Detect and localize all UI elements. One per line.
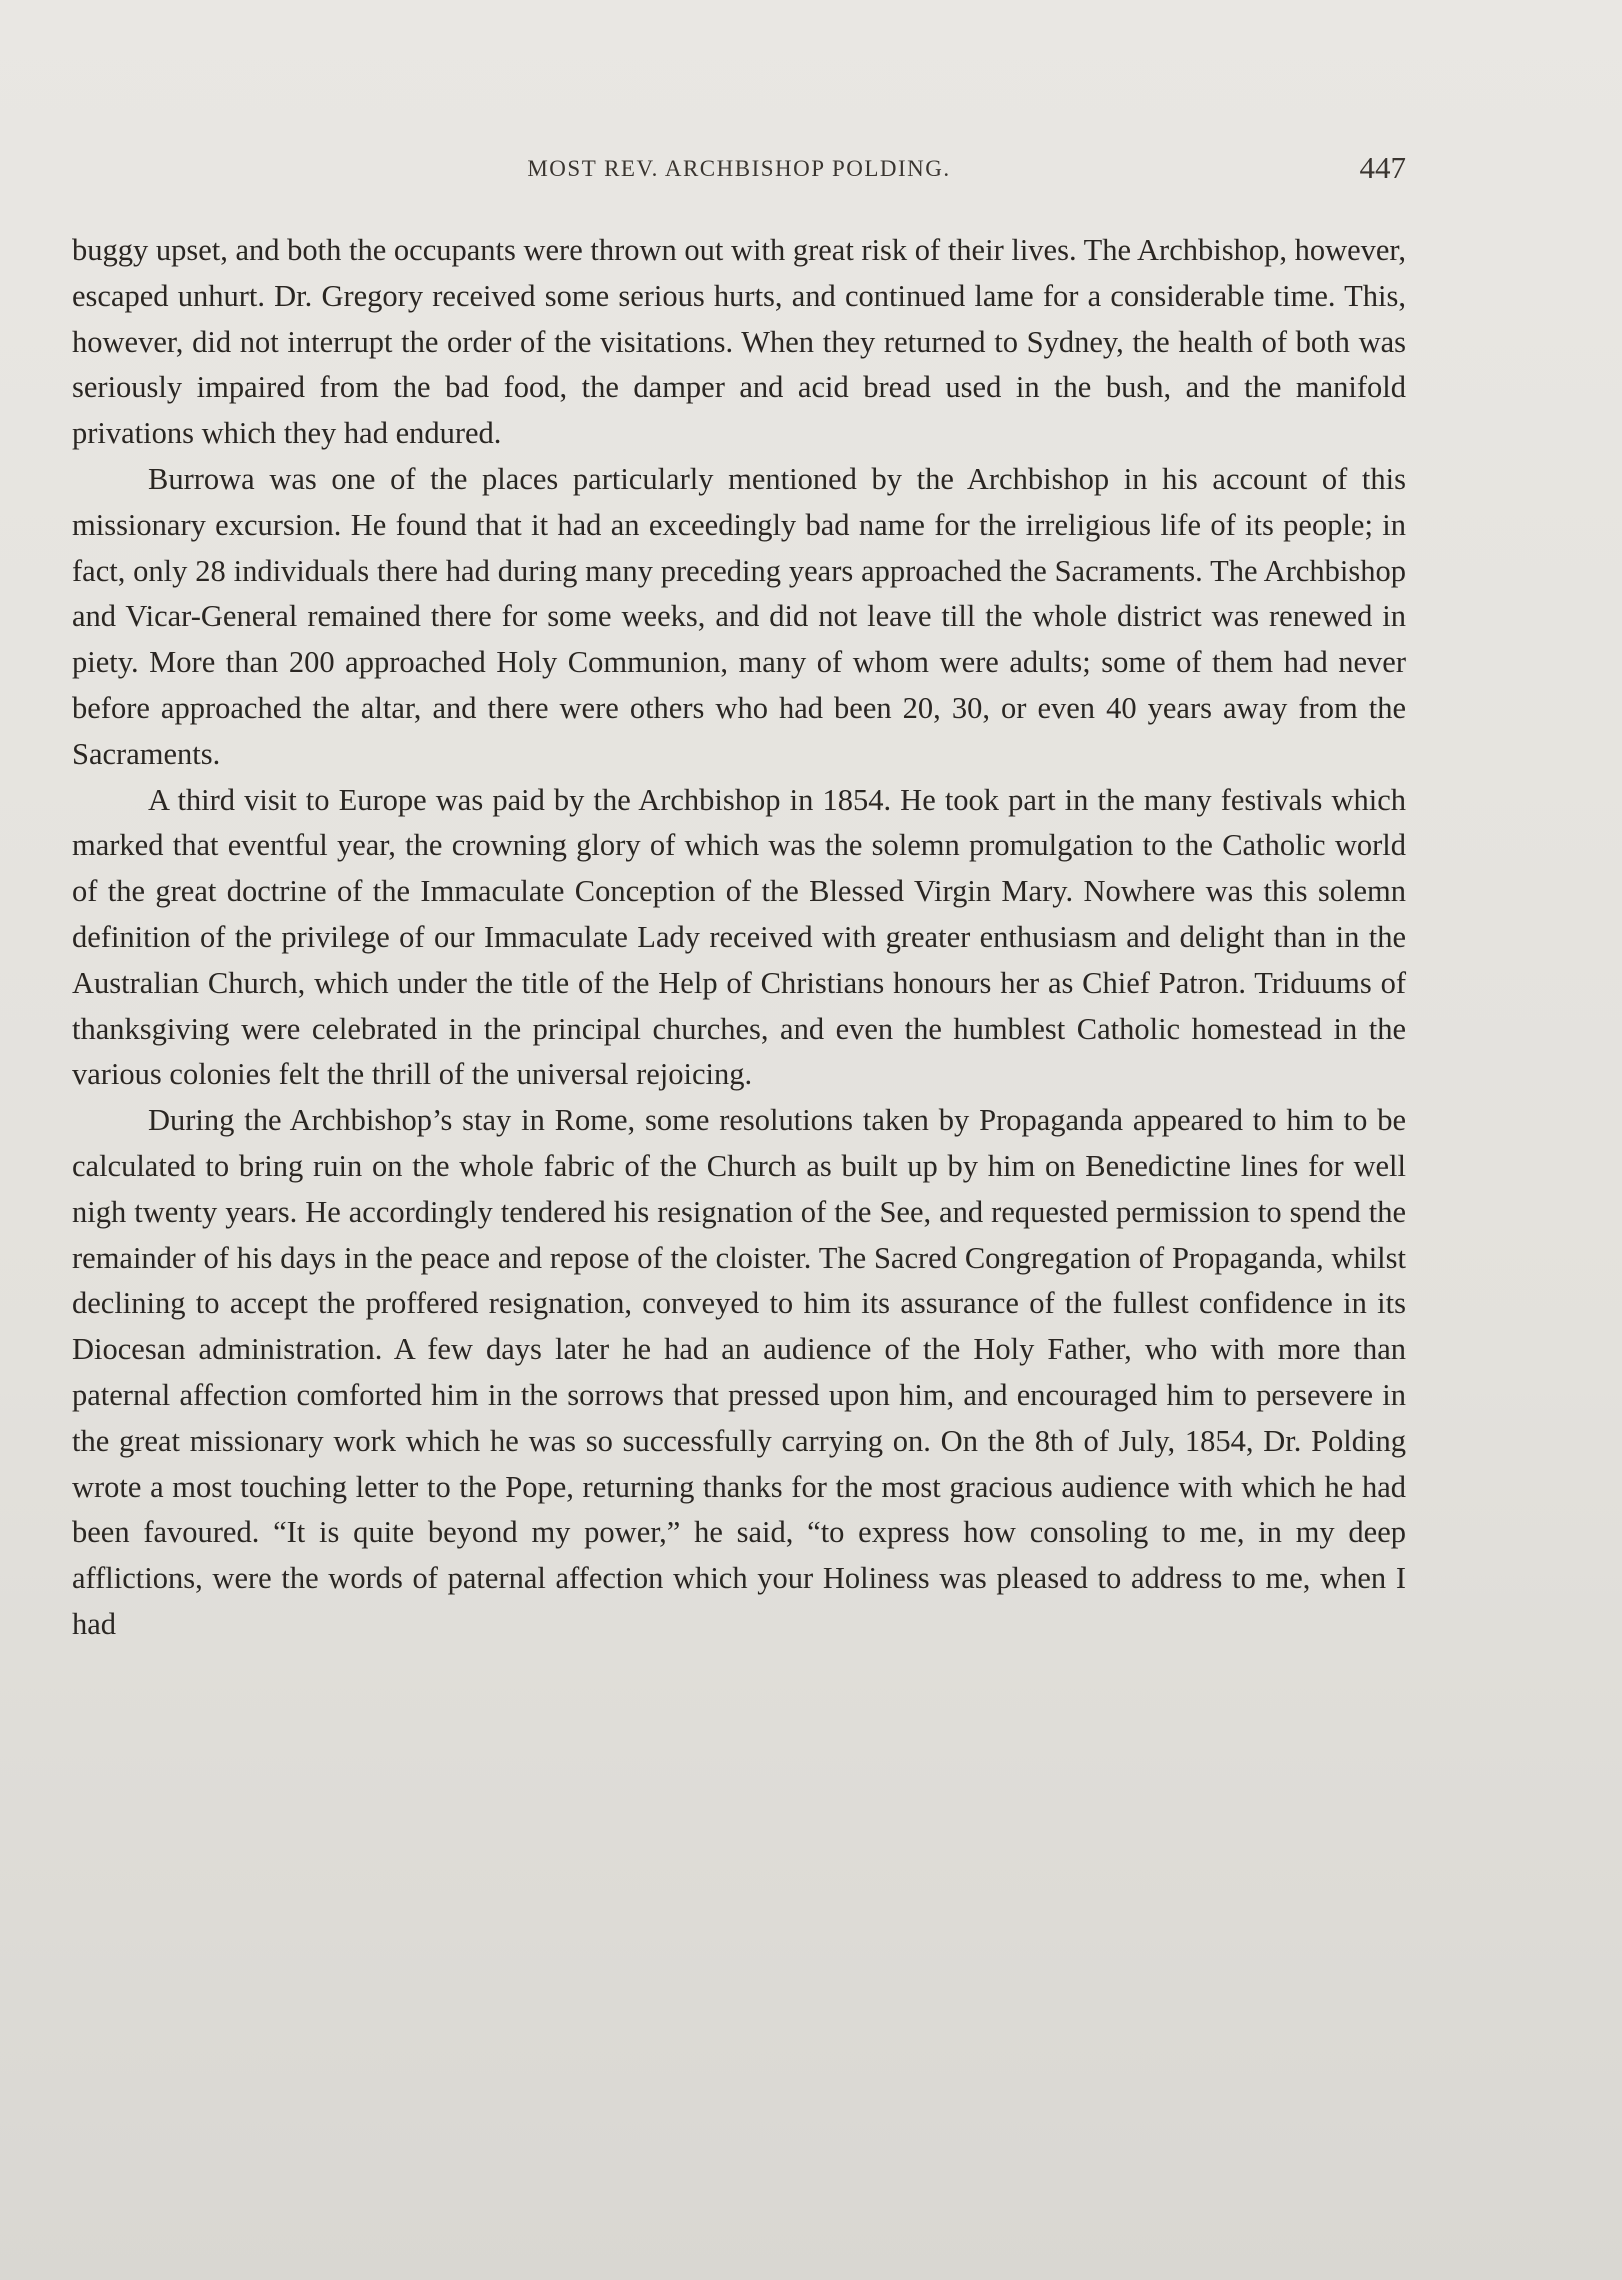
paragraph-continued: buggy upset, and both the occupants were thrown out with great risk of their lives. The Archbishop, however, escaped unhurt. Dr. Gregory received some serious hurts, and continued lame for a considerable time. This, however, did not interrupt the order of the visitations. When they returned to Sydney, the health of both was seriously impaired from the bad food, the damper and acid bread used in the bush, and the manifold privations which they had endured.	[72, 233, 1406, 451]
page-number: 447	[1359, 150, 1406, 185]
paragraph-burrowa: Burrowa was one of the places particularly mentioned by the Archbishop in his account of this missionary excursion. He found that it had an exceedingly bad name for the irreligious life of its people; in fact, only 28 individuals there had during many preceding years approached the Sacraments. The Archbishop and Vicar-General remained there for some weeks, and did not leave till the whole district was renewed in piety. More than 200 approached Holy Communion, many of whom were adults; some of them had never before approached the altar, and there were others who had been 20, 30, or even 40 years away from the Sacraments.	[72, 461, 1406, 771]
page-header	[72, 150, 1406, 190]
running-title: MOST REV. ARCHBISHOP POLDING.	[527, 156, 951, 181]
body-text	[72, 228, 1406, 1648]
paragraph-rome-stay: During the Archbishop’s stay in Rome, some resolutions taken by Propaganda appeared to him to be calculated to bring ruin on the whole fabric of the Church as built up by him on Benedictine lines for well nigh twenty years. He accordingly tendered his resignation of the See, and requested permission to spend the remainder of his days in the peace and repose of the cloister. The Sacred Congregation of Propaganda, whilst declining to accept the proffered resignation, conveyed to him its assurance of the fullest confidence in its Diocesan administration. A few days later he had an audience of the Holy Father, who with more than paternal affection comforted him in the sorrows that pressed upon him, and encouraged him to persevere in the great missionary work which he was so successfully carrying on. On the 8th of July, 1854, Dr. Polding wrote a most touching letter to the Pope, returning thanks for the most gracious audience with which he had been favoured. “It is quite beyond my power,” he said, “to express how consoling to me, in my deep afflictions, were the words of paternal affection which your Holiness was pleased to address to me, when I had	[72, 1103, 1406, 1641]
paragraph-third-visit: A third visit to Europe was paid by the Archbishop in 1854. He took part in the many festivals which marked that eventful year, the crowning glory of which was the solemn promulgation to the Catholic world of the great doctrine of the Immaculate Conception of the Blessed Virgin Mary. Nowhere was this solemn definition of the privilege of our Immaculate Lady received with greater enthusiasm and delight than in the Australian Church, which under the title of the Help of Christians honours her as Chief Patron. Triduums of thanksgiving were celebrated in the principal churches, and even the humblest Catholic homestead in the various colonies felt the thrill of the universal rejoicing.	[72, 782, 1406, 1092]
